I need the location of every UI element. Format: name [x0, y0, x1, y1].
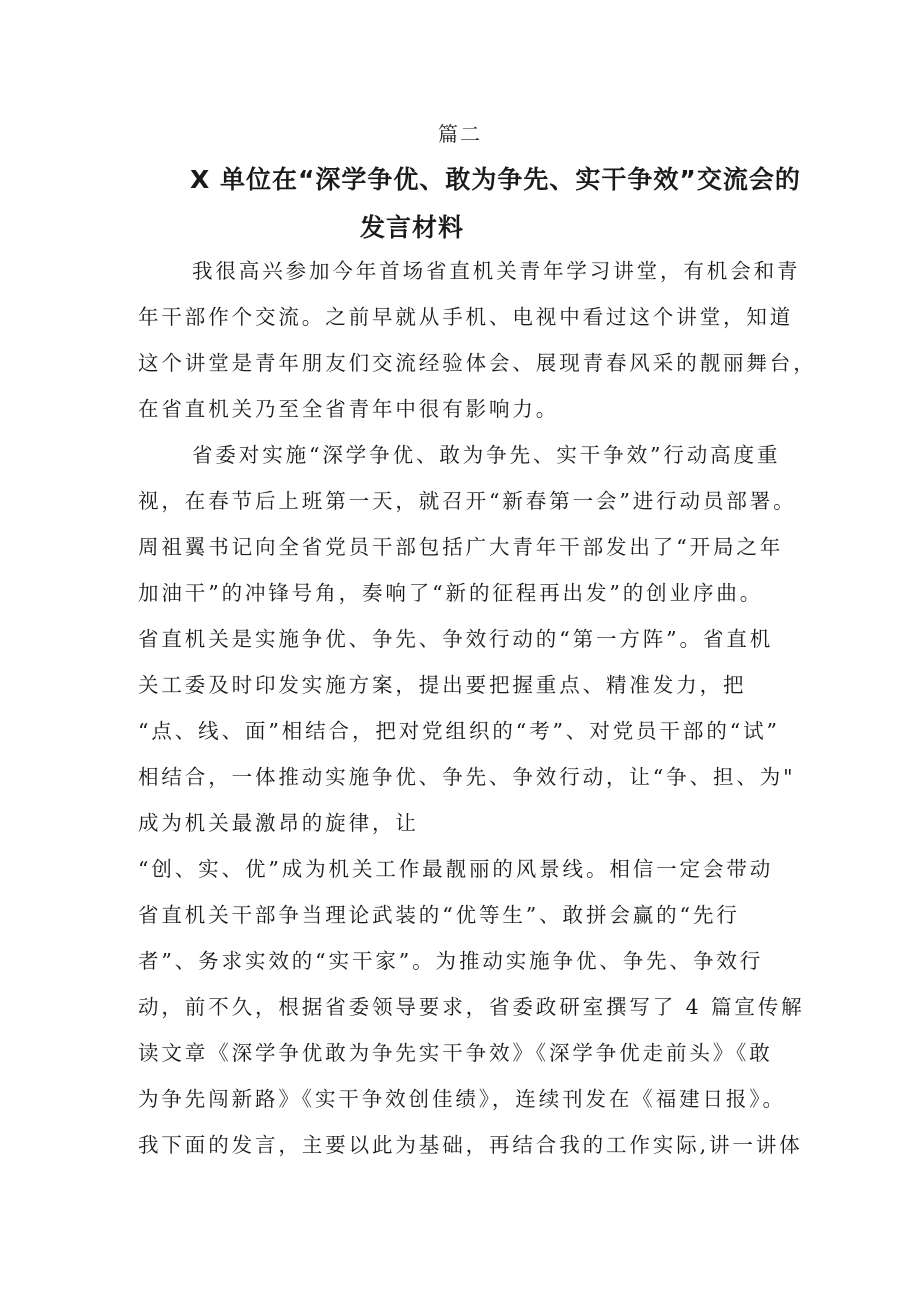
body-line: 省直机关是实施争优、争先、争效行动的“第一方阵”。省直机 — [138, 627, 774, 651]
body-line: 成为机关最激昂的旋律，让 — [138, 811, 419, 835]
body-line: 相结合，一体推动实施争优、争先、争效行动，让“争、担、为" — [138, 765, 796, 789]
document-title-line-2: 发言材料 — [360, 213, 465, 242]
body-line: 省委对实施“深学争优、敢为争先、实干争效”行动高度重 — [192, 443, 781, 467]
body-line: 我很高兴参加今年首场省直机关青年学习讲堂，有机会和青 — [192, 259, 801, 283]
document-title-line-1: X 单位在“深学争优、敢为争先、实干争效”交流会的 — [190, 165, 801, 194]
body-line: 这个讲堂是青年朋友们交流经验体会、展现青春风采的靓丽舞台， — [138, 351, 817, 375]
body-line: “点、线、面”相结合，把对党组织的“考”、对党员干部的“试” — [138, 719, 780, 743]
body-line: 年干部作个交流。之前早就从手机、电视中看过这个讲堂，知道 — [138, 305, 794, 329]
body-line: 加油干”的冲锋号角，奏响了“新的征程再出发”的创业序曲。 — [138, 581, 764, 605]
body-line: 视，在春节后上班第一天，就召开“新春第一会”进行动员部署。 — [138, 489, 797, 513]
body-line: 动，前不久，根据省委领导要求，省委政研室撰写了 4 篇宣传解 — [138, 995, 805, 1019]
body-line: 读文章《深学争优敢为争先实干争效》《深学争优走前头》《敢 — [138, 1041, 773, 1065]
body-line: “创、实、优”成为机关工作最靓丽的风景线。相信一定会带动 — [138, 857, 774, 881]
body-line: 省直机关干部争当理论武装的“优等生”、敢拼会赢的“先行 — [138, 903, 740, 927]
body-line: 为争先闯新路》《实干争效创佳绩》，连续刊发在《福建日报》。 — [138, 1087, 786, 1111]
section-label: 篇二 — [438, 122, 482, 146]
body-line: 关工委及时印发实施方案，提出要把握重点、精准发力，把 — [138, 673, 747, 697]
body-line: 周祖翼书记向全省党员干部包括广大青年干部发出了“开局之年 — [138, 535, 784, 559]
body-line: 者”、务求实效的“实干家”。为推动实施争优、争先、争效行 — [138, 949, 764, 973]
body-line: 在省直机关乃至全省青年中很有影响力。 — [138, 397, 560, 421]
body-line: 我下面的发言，主要以此为基础，再结合我的工作实际,讲一讲体 — [138, 1133, 803, 1157]
